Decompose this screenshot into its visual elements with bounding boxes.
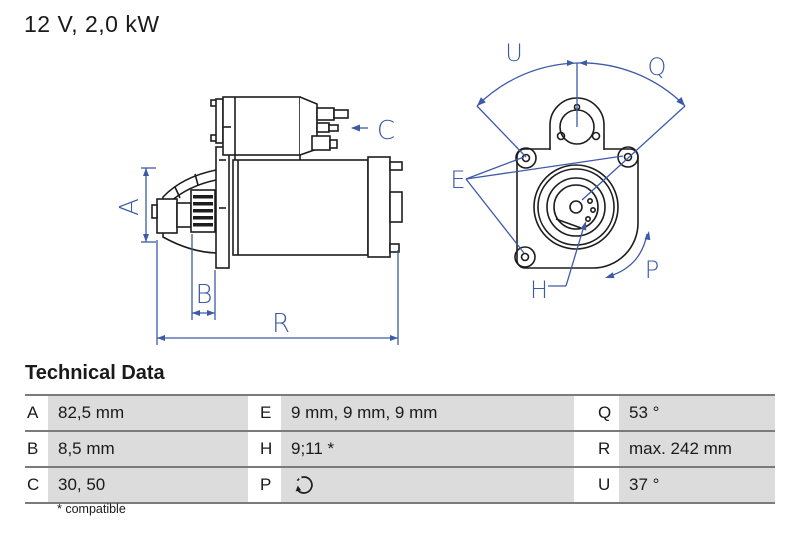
param-key-h: H (258, 432, 281, 466)
param-value-h: 9;11 * (281, 432, 574, 466)
dimension-label-q: Q (647, 53, 667, 81)
param-value-p (281, 468, 574, 502)
dimension-label-b: B (195, 280, 213, 310)
param-value-e: 9 mm, 9 mm, 9 mm (281, 396, 574, 430)
dimension-label-u: U (505, 39, 523, 67)
param-value-c: 30, 50 (48, 468, 248, 502)
param-key-e: E (258, 396, 281, 430)
param-key-b: B (25, 432, 48, 466)
table-row (25, 430, 775, 466)
rotation-direction-icon (291, 473, 317, 497)
dimension-label-a: A (115, 198, 145, 216)
param-value-a: 82,5 mm (48, 396, 248, 430)
side-view-drawing (152, 97, 402, 268)
page-title: 12 V, 2,0 kW (24, 11, 160, 37)
table-row (25, 394, 775, 430)
dimension-label-c: C (376, 116, 396, 146)
param-key-r: R (596, 432, 619, 466)
param-value-u: 37 ° (619, 468, 775, 502)
param-key-p: P (258, 468, 281, 502)
param-key-q: Q (596, 396, 619, 430)
param-value-q: 53 ° (619, 396, 775, 430)
param-key-u: U (596, 468, 619, 502)
dimension-label-p: P (644, 256, 660, 284)
dimension-label-h: H (529, 276, 549, 304)
param-key-a: A (25, 396, 48, 430)
technical-data-table (25, 394, 775, 504)
table-row (25, 466, 775, 504)
technical-data-heading: Technical Data (25, 362, 165, 384)
dimension-label-r: R (271, 309, 291, 339)
param-value-r: max. 242 mm (619, 432, 775, 466)
compatibility-footnote: * compatible (57, 502, 126, 516)
dimension-label-e: E (450, 166, 466, 194)
param-value-b: 8,5 mm (48, 432, 248, 466)
param-key-c: C (25, 468, 48, 502)
